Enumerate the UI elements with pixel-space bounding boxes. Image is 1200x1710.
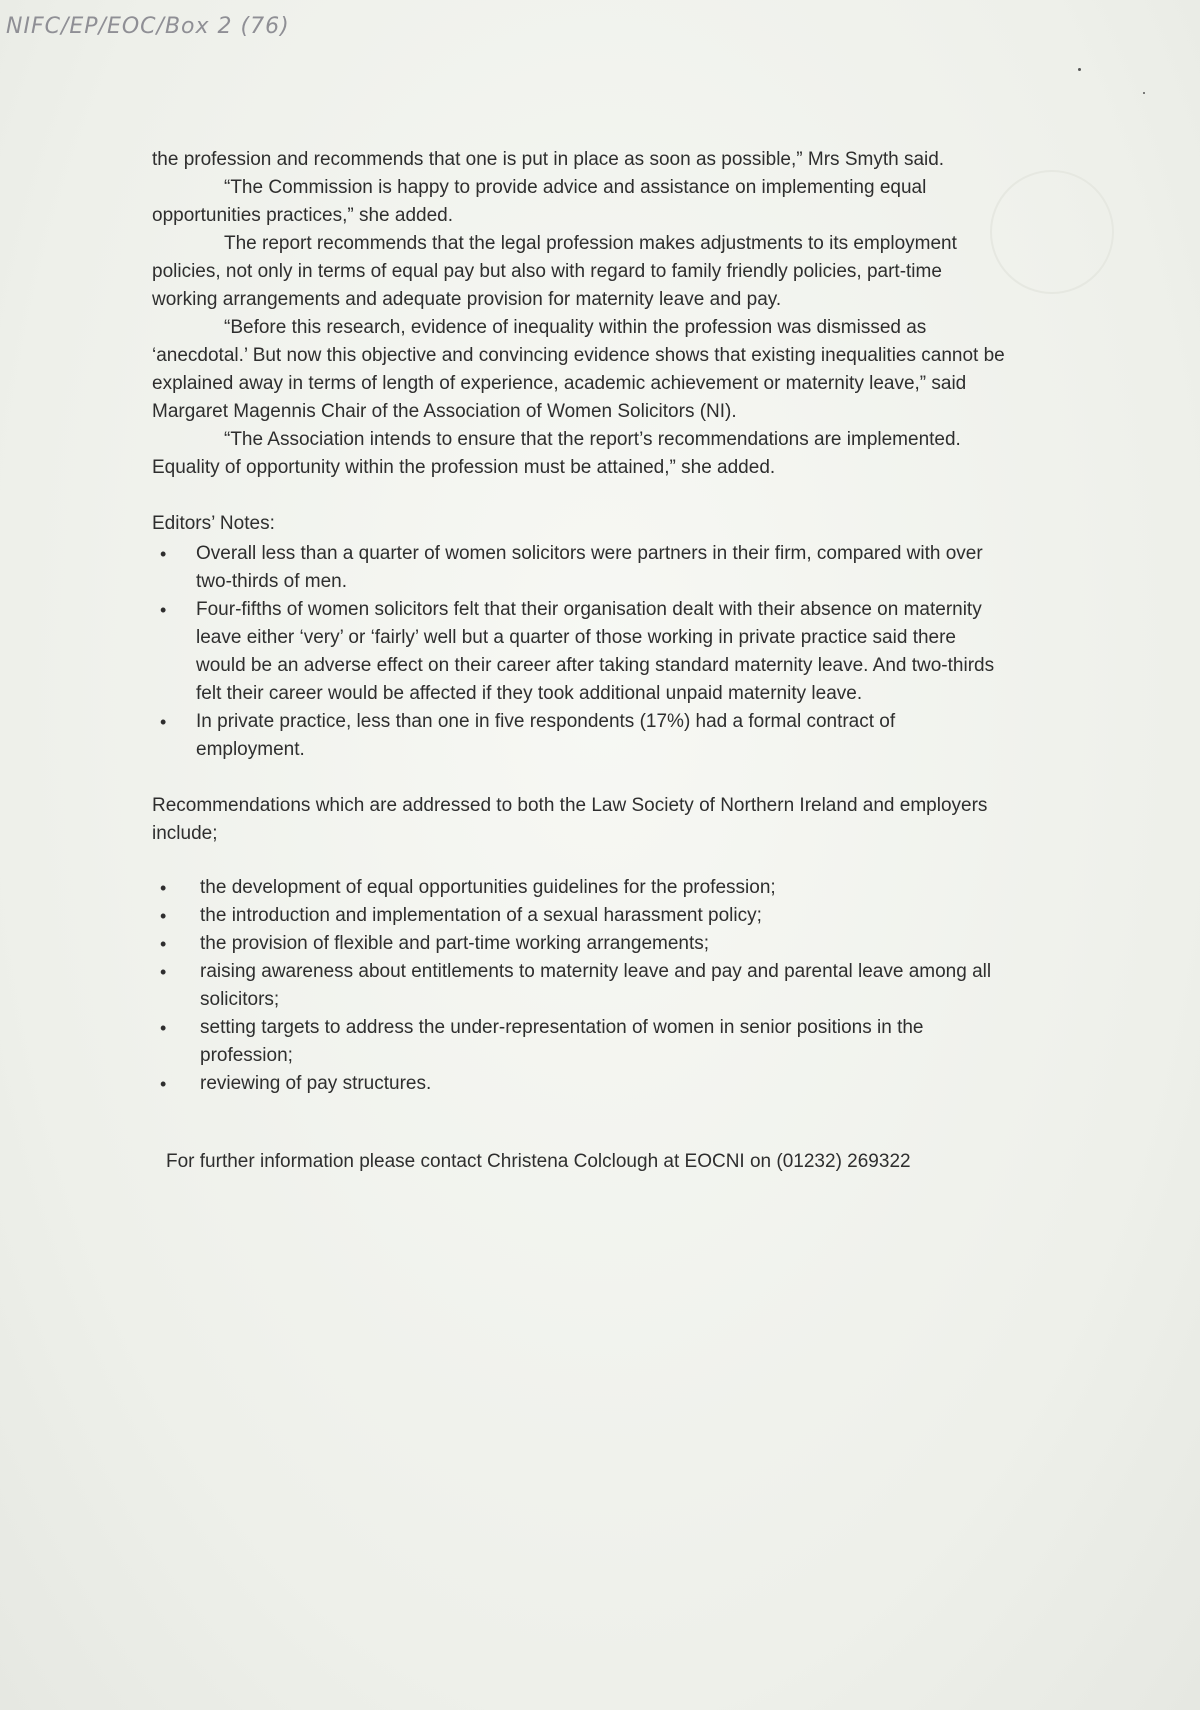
faint-show-through-mark [990,170,1114,294]
paragraph-commission-quote: “The Commission is happy to provide advice and assistance on implementing equal opportunities practices,” she added. [152,177,927,226]
list-item: • reviewing of pay structures. [152,1070,1007,1098]
contact-information: For further information please contact Christena Colclough at EOCNI on (01232) 269322 [166,1151,911,1172]
archive-reference-handwritten: NIFC/EP/EOC/Box 2 (76) [6,14,290,39]
list-item: • Four-fifths of women solicitors felt that their organisation dealt with their absence on maternity leave either ‘very’ or ‘fairly’ well but a quarter of those working in private practice said there would be an adverse effect on their career after taking standard maternity leave. And two-thirds felt their career would be affected if they took additional unpaid maternity leave. [152,596,1007,708]
paragraph-continuation: the profession and recommends that one is put in place as soon as possible,” Mrs Smyth said. [152,149,945,170]
list-item: • the introduction and implementation of a sexual harassment policy; [152,902,1007,930]
list-item: • Overall less than a quarter of women solicitors were partners in their firm, compared with over two-thirds of men. [152,540,1007,596]
recommendations-list [152,874,1007,1098]
scan-speck [1143,92,1145,94]
list-item: • setting targets to address the under-representation of women in senior positions in the profession; [152,1014,1007,1070]
editors-notes-list [152,540,1007,764]
paragraph-association-quote: “The Association intends to ensure that the report’s recommendations are implemented. Equality of opportunity within the profession must be attained,” she added. [152,429,961,478]
list-item: • the provision of flexible and part-time working arrangements; [152,930,1007,958]
recommendations-intro: Recommendations which are addressed to both the Law Society of Northern Ireland and employers include; [152,795,988,844]
list-item: • In private practice, less than one in five respondents (17%) had a formal contract of employment. [152,708,1007,764]
paragraph-magennis-quote: “Before this research, evidence of inequality within the profession was dismissed as ‘anecdotal.’ But now this objective and convincing evidence shows that existing inequalities cannot be explained away in terms of length of experience, academic achievement or maternity leave,” said Margaret Magennis Chair of the Association of Women Solicitors (NI). [152,317,1005,422]
scan-speck [1078,68,1081,71]
list-item: • raising awareness about entitlements to maternity leave and pay and parental leave among all solicitors; [152,958,1007,1014]
editors-notes-heading: Editors’ Notes: [152,513,275,534]
document-body [152,146,1007,1176]
list-item: • the development of equal opportunities guidelines for the profession; [152,874,1007,902]
paragraph-report-recommendation: The report recommends that the legal profession makes adjustments to its employment policies, not only in terms of equal pay but also with regard to family friendly policies, part-time working arrangements and adequate provision for maternity leave and pay. [152,233,957,310]
